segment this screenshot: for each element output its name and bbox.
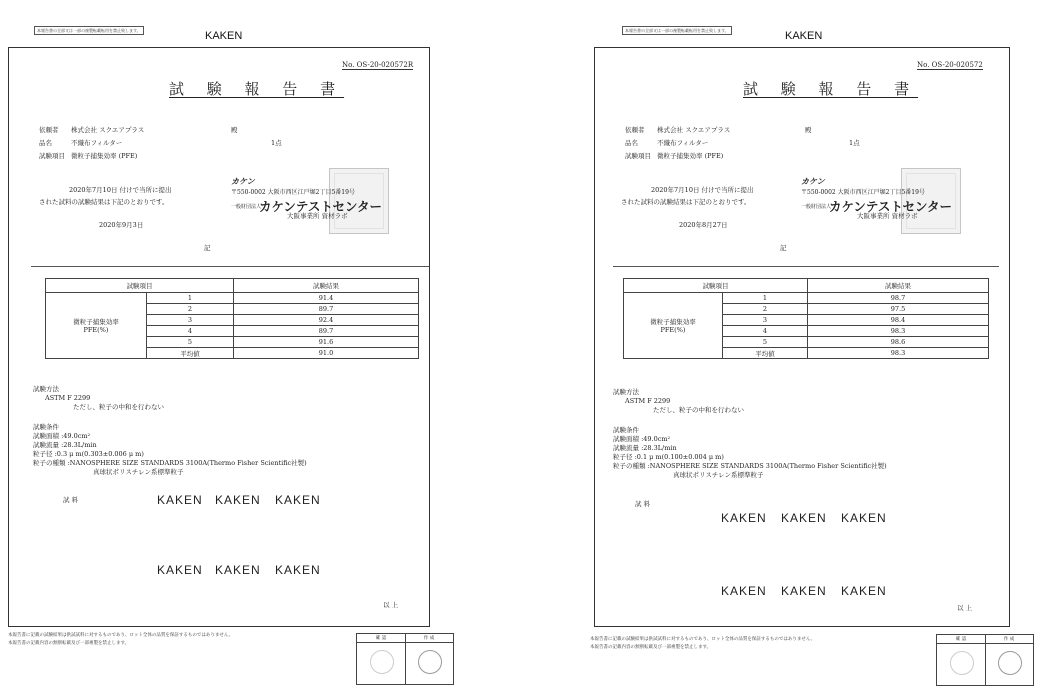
trial-value: 98.4 xyxy=(808,315,989,326)
sample-kaken-1: KAKEN xyxy=(157,493,203,507)
sample-kaken-4: KAKEN xyxy=(157,563,203,577)
sample-label: 試 料 xyxy=(635,500,651,508)
sample-kaken-5: KAKEN xyxy=(215,563,261,577)
results-table xyxy=(623,278,989,359)
report-sheet-right xyxy=(580,0,1045,690)
notice-box: 本報告書の全部又は一部の複製転載転用を禁止致します。 xyxy=(34,26,144,35)
client-value: 株式会社 スクエアプラス xyxy=(71,126,145,134)
test-item-value: 微粒子捕集効率 (PFE) xyxy=(71,152,138,160)
condition-particle-size: 粒子径 :0.1 μ m(0.100±0.004 μ m) xyxy=(613,453,724,461)
report-frame xyxy=(594,47,1010,627)
seal-header-check: 確 認 xyxy=(375,636,387,641)
client-label: 依頼者 xyxy=(625,126,645,134)
client-label: 依頼者 xyxy=(39,126,59,134)
lab-name: カケンテストセンター xyxy=(259,199,383,214)
lab-org-label: 一般財団法人 xyxy=(231,204,262,210)
row-label-1: 微粒子捕集効率 xyxy=(73,318,119,326)
footer-line-1: 本報告書に記載の試験結果は供試試料に対するものであり、ロット全体の品質を保証するものではありません。 xyxy=(590,637,816,642)
header-brand: KAKEN xyxy=(205,30,243,42)
trial-value: 98.6 xyxy=(808,337,989,348)
trial-value: 91.4 xyxy=(234,293,419,304)
ki-mark: 記 xyxy=(780,244,787,252)
method-value: ASTM F 2299 xyxy=(625,397,671,405)
end-mark: 以 上 xyxy=(957,604,973,612)
trial-number: 2 xyxy=(147,304,234,315)
notice-box: 本報告書の全部又は一部の複製転載転用を禁止致します。 xyxy=(622,26,732,35)
lab-branch: 大阪事業所 資材ラボ xyxy=(287,212,348,220)
make-seal xyxy=(418,650,442,674)
row-label-1: 微粒子捕集効率 xyxy=(650,318,696,326)
sample-kaken-6: KAKEN xyxy=(841,584,887,598)
row-label-2: PFE(%) xyxy=(660,326,686,334)
sample-kaken-2: KAKEN xyxy=(215,493,261,507)
report-title: 試 験 報 告 書 xyxy=(743,80,919,98)
document-number: No. OS-20-020572 xyxy=(917,61,983,69)
test-item-value: 微粒子捕集効率 (PFE) xyxy=(657,152,724,160)
product-label: 品名 xyxy=(625,139,638,147)
seal-header-make: 作 成 xyxy=(423,636,435,641)
row-label-cell xyxy=(624,293,723,359)
condition-area: 試験面積 :49.0cm² xyxy=(613,435,671,443)
sample-kaken-3: KAKEN xyxy=(841,511,887,525)
report-frame xyxy=(8,47,430,627)
table-header-item: 試験項目 xyxy=(624,279,808,293)
method-label: 試験方法 xyxy=(613,388,639,396)
sample-kaken-6: KAKEN xyxy=(275,563,321,577)
average-value: 98.3 xyxy=(808,348,989,359)
lab-branch: 大阪事業所 資材ラボ xyxy=(857,212,918,220)
trial-value: 89.7 xyxy=(234,304,419,315)
sample-kaken-2: KAKEN xyxy=(781,511,827,525)
check-seal xyxy=(370,650,394,674)
intro-line-2: された試料の試験結果は下記のとおりです。 xyxy=(39,198,169,206)
table-header-item: 試験項目 xyxy=(46,279,234,293)
ki-mark: 記 xyxy=(204,244,211,252)
client-suffix: 殿 xyxy=(231,126,238,134)
seal-header-make: 作 成 xyxy=(1003,637,1015,642)
product-qty: 1点 xyxy=(271,139,282,147)
trial-value: 98.3 xyxy=(808,326,989,337)
row-label-2: PFE(%) xyxy=(83,326,109,334)
trial-value: 97.5 xyxy=(808,304,989,315)
trial-number: 4 xyxy=(147,326,234,337)
conditions-label: 試験条件 xyxy=(33,423,59,431)
footer-line-2: 本報告書の記載内容の無断転載及び一部複製を禁止します。 xyxy=(8,641,130,646)
lab-org-label: 一般財団法人 xyxy=(801,204,832,210)
method-value: ASTM F 2299 xyxy=(45,394,91,402)
document-number: No. OS-20-020572R xyxy=(342,61,414,69)
report-sheet-left xyxy=(0,0,520,690)
make-seal xyxy=(998,651,1022,675)
header-brand: KAKEN xyxy=(785,30,823,42)
average-label: 平均値 xyxy=(147,348,234,359)
trial-number: 3 xyxy=(723,315,808,326)
condition-particle-desc: 真球状ポリスチレン系標準粒子 xyxy=(93,468,184,476)
product-value: 不織布フィルター xyxy=(71,139,123,147)
trial-value: 92.4 xyxy=(234,315,419,326)
test-item-label: 試験項目 xyxy=(39,152,65,160)
sample-kaken-5: KAKEN xyxy=(781,584,827,598)
sample-label: 試 料 xyxy=(63,496,79,504)
lab-logo: カケン xyxy=(801,177,825,186)
intro-line-1: 2020年7月10日 付けで当所に提出 xyxy=(651,186,754,194)
method-note: ただし、粒子の中和を行わない xyxy=(653,406,744,414)
trial-number: 3 xyxy=(147,315,234,326)
divider xyxy=(31,266,429,267)
report-title: 試 験 報 告 書 xyxy=(169,80,345,98)
lab-address: 〒550-0002 大阪市西区江戸堀2丁目5番19号 xyxy=(801,189,925,196)
footer-line-2: 本報告書の記載内容の無断転載及び一部複製を禁止します。 xyxy=(590,645,712,650)
method-note: ただし、粒子の中和を行わない xyxy=(73,403,164,411)
lab-logo: カケン xyxy=(231,177,255,186)
trial-number: 1 xyxy=(147,293,234,304)
trial-number: 1 xyxy=(723,293,808,304)
condition-flow: 試験流量 :28.3L/min xyxy=(33,441,97,449)
average-value: 91.0 xyxy=(234,348,419,359)
condition-particle-size: 粒子径 :0.3 μ m(0.303±0.006 μ m) xyxy=(33,450,144,458)
product-qty: 1点 xyxy=(849,139,860,147)
results-table xyxy=(45,278,419,359)
test-item-label: 試験項目 xyxy=(625,152,651,160)
intro-line-2: された試料の試験結果は下記のとおりです。 xyxy=(621,198,751,206)
product-label: 品名 xyxy=(39,139,52,147)
sample-kaken-1: KAKEN xyxy=(721,511,767,525)
report-date: 2020年9月3日 xyxy=(99,221,144,229)
average-label: 平均値 xyxy=(723,348,808,359)
trial-value: 91.6 xyxy=(234,337,419,348)
row-label-cell xyxy=(46,293,147,359)
end-mark: 以 上 xyxy=(383,601,399,609)
trial-number: 2 xyxy=(723,304,808,315)
trial-number: 5 xyxy=(723,337,808,348)
sample-kaken-4: KAKEN xyxy=(721,584,767,598)
condition-particle-type: 粒子の種類 :NANOSPHERE SIZE STANDARDS 3100A(Thermo Fisher Scientific社製) xyxy=(33,459,307,467)
trial-number: 4 xyxy=(723,326,808,337)
divider xyxy=(613,266,999,267)
trial-value: 89.7 xyxy=(234,326,419,337)
seal-box xyxy=(936,634,1034,686)
lab-name: カケンテストセンター xyxy=(829,199,953,214)
check-seal xyxy=(950,651,974,675)
trial-number: 5 xyxy=(147,337,234,348)
client-suffix: 殿 xyxy=(805,126,812,134)
conditions-label: 試験条件 xyxy=(613,426,639,434)
report-date: 2020年8月27日 xyxy=(679,221,728,229)
table-header-result: 試験結果 xyxy=(234,279,419,293)
seal-box xyxy=(356,633,454,685)
condition-particle-type: 粒子の種類 :NANOSPHERE SIZE STANDARDS 3100A(Thermo Fisher Scientific社製) xyxy=(613,462,887,470)
client-value: 株式会社 スクエアプラス xyxy=(657,126,731,134)
footer-line-1: 本報告書に記載の試験結果は供試試料に対するものであり、ロット全体の品質を保証するものではありません。 xyxy=(8,633,234,638)
condition-particle-desc: 真球状ポリスチレン系標準粒子 xyxy=(673,471,764,479)
trial-value: 98.7 xyxy=(808,293,989,304)
condition-area: 試験面積 :49.0cm² xyxy=(33,432,91,440)
intro-line-1: 2020年7月10日 付けで当所に提出 xyxy=(69,186,172,194)
method-label: 試験方法 xyxy=(33,385,59,393)
product-value: 不織布フィルター xyxy=(657,139,709,147)
condition-flow: 試験流量 :28.3L/min xyxy=(613,444,677,452)
sample-kaken-3: KAKEN xyxy=(275,493,321,507)
seal-header-check: 確 認 xyxy=(955,637,967,642)
table-header-result: 試験結果 xyxy=(808,279,989,293)
lab-address: 〒550-0002 大阪市西区江戸堀2丁目5番19号 xyxy=(231,189,355,196)
